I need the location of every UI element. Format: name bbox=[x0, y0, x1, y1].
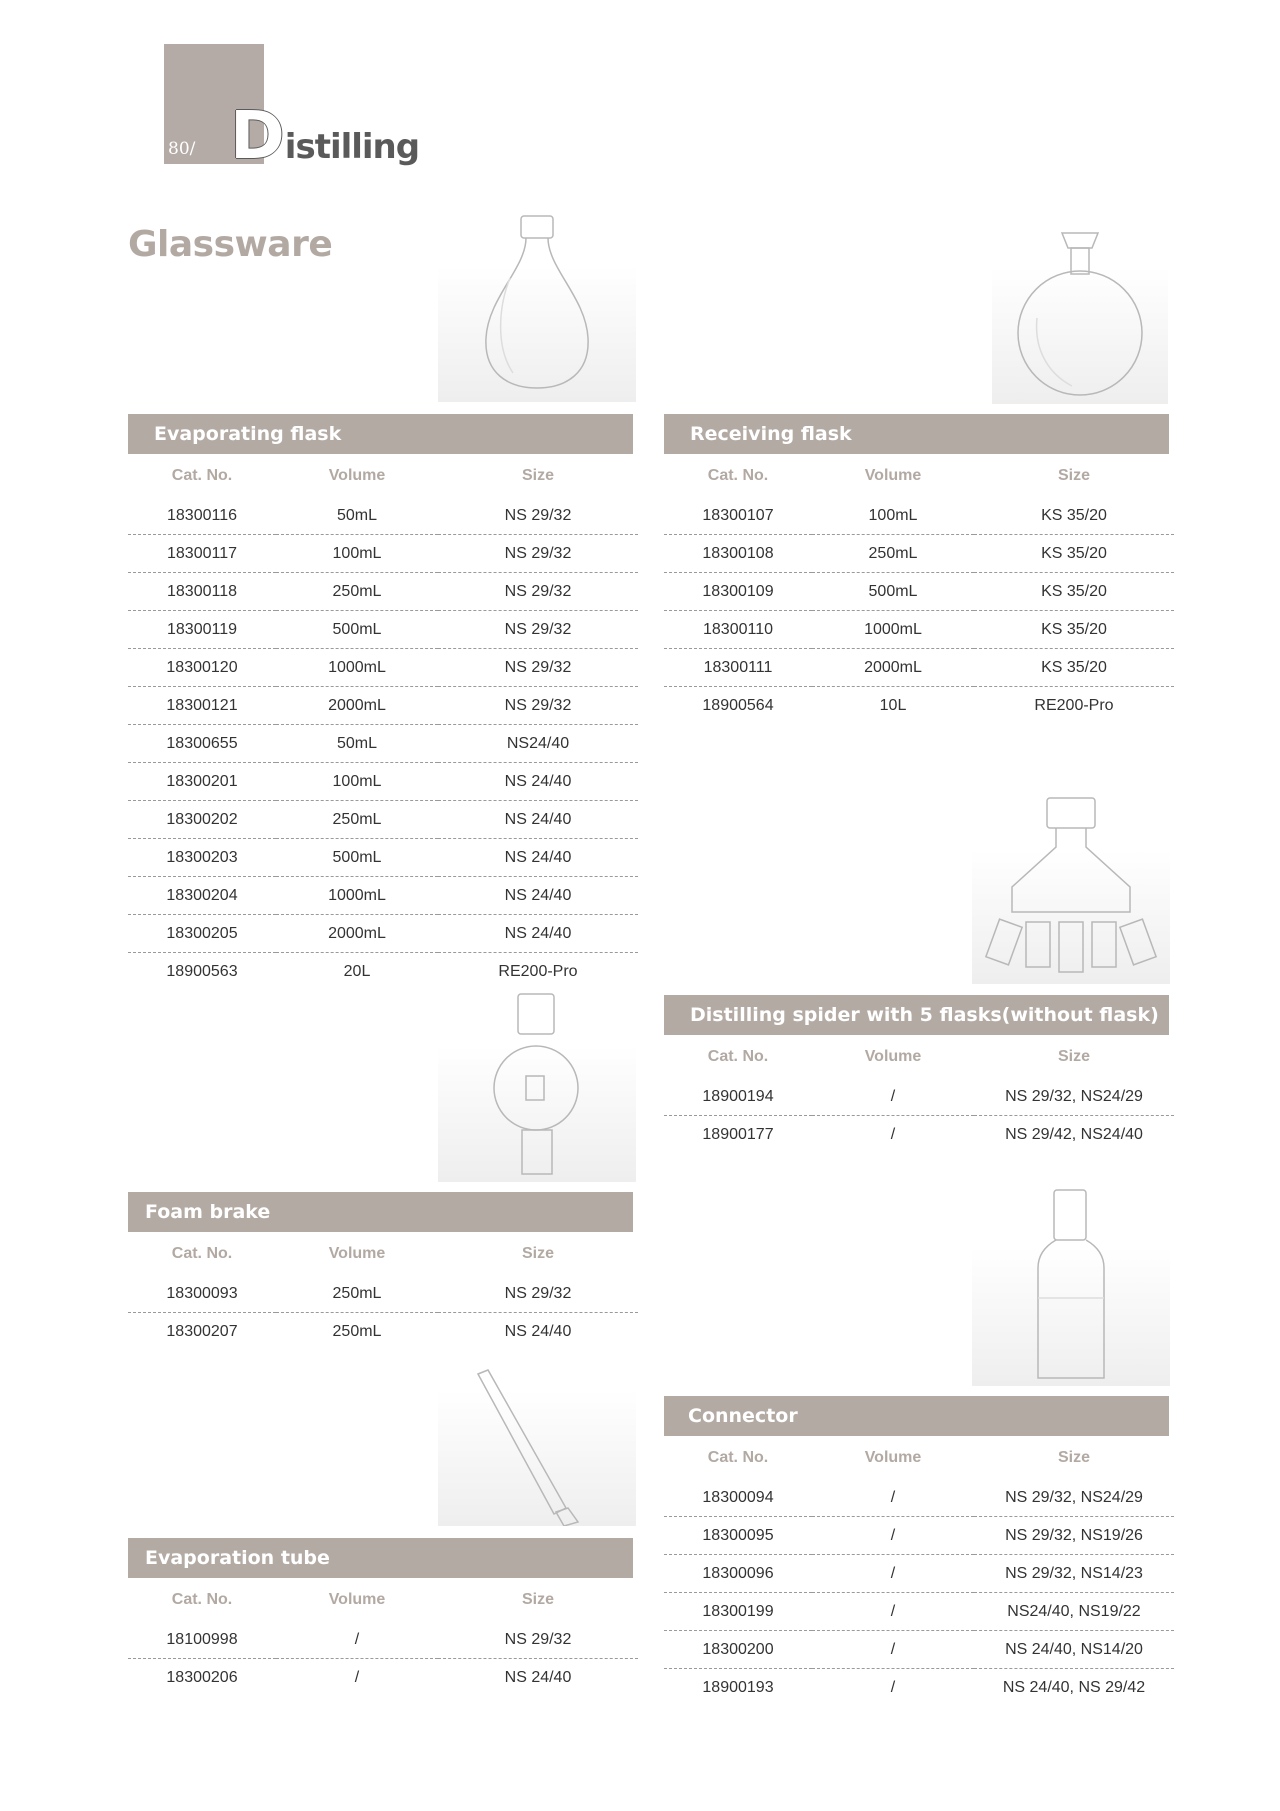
size: NS 29/32, NS24/29 bbox=[974, 1479, 1174, 1517]
connector-table bbox=[664, 1437, 1174, 1706]
receiving-flask-photo bbox=[992, 208, 1168, 404]
evaporating-flask-photo bbox=[438, 208, 636, 402]
table-row bbox=[128, 497, 638, 535]
receiving-flask-title: Receiving flask bbox=[664, 414, 1169, 454]
cat-no: 18300109 bbox=[664, 573, 812, 611]
size: NS 24/40, NS 29/42 bbox=[1002, 1678, 1146, 1696]
volume: / bbox=[812, 1555, 974, 1593]
size: NS 29/32 bbox=[438, 497, 638, 535]
volume: 250mL bbox=[812, 535, 974, 573]
cat-no: 18300204 bbox=[128, 877, 276, 915]
volume: 1000mL bbox=[812, 611, 974, 649]
size: KS 35/20 bbox=[974, 535, 1174, 573]
section-title-initial: D bbox=[230, 97, 284, 174]
volume: 500mL bbox=[812, 573, 974, 611]
table-row bbox=[128, 1313, 638, 1351]
cat-no: 18300206 bbox=[166, 1668, 238, 1686]
foam-brake-photo bbox=[438, 988, 636, 1182]
connector-photo bbox=[972, 1188, 1170, 1386]
cat-no: 18300119 bbox=[128, 611, 276, 649]
foam-brake-table bbox=[128, 1233, 638, 1350]
cat-no: 18300199 bbox=[664, 1593, 812, 1631]
size: NS 29/32 bbox=[438, 649, 638, 687]
cat-no: 18300203 bbox=[128, 839, 276, 877]
cat-no: 18900193 bbox=[702, 1678, 774, 1696]
cat-no: 18300118 bbox=[128, 573, 276, 611]
volume: / bbox=[354, 1668, 360, 1686]
cat-no: 18300094 bbox=[664, 1479, 812, 1517]
volume: 500mL bbox=[276, 839, 438, 877]
size: NS 29/32 bbox=[438, 1275, 638, 1313]
cat-no: 18900564 bbox=[702, 696, 774, 714]
cat-no: 18300200 bbox=[664, 1631, 812, 1669]
cat-no: 18300093 bbox=[128, 1275, 276, 1313]
table-row bbox=[664, 573, 1174, 611]
size: KS 35/20 bbox=[974, 573, 1174, 611]
category-title: Glassware bbox=[128, 224, 333, 265]
volume: 2000mL bbox=[812, 649, 974, 687]
table-row bbox=[128, 725, 638, 763]
table-row bbox=[128, 1621, 638, 1659]
volume: 50mL bbox=[276, 497, 438, 535]
size: RE200-Pro bbox=[498, 962, 578, 980]
column-header-cat: Cat. No. bbox=[707, 1449, 769, 1466]
cat-no: 18300120 bbox=[128, 649, 276, 687]
cat-no: 18300095 bbox=[664, 1517, 812, 1555]
size: NS 29/32, NS14/23 bbox=[974, 1555, 1174, 1593]
evaporation-tube-photo bbox=[438, 1332, 636, 1526]
column-header-size: Size bbox=[1057, 1048, 1090, 1065]
column-header-size: Size bbox=[521, 467, 554, 484]
volume: 500mL bbox=[276, 611, 438, 649]
table-row bbox=[664, 1669, 1174, 1707]
receiving-flask-table bbox=[664, 455, 1174, 724]
table-row bbox=[128, 687, 638, 725]
volume: / bbox=[276, 1621, 438, 1659]
size: NS 29/32, NS19/26 bbox=[974, 1517, 1174, 1555]
cat-no: 18900563 bbox=[166, 962, 238, 980]
volume: 20L bbox=[343, 962, 371, 980]
size: NS 29/32, NS24/29 bbox=[974, 1078, 1174, 1116]
table-row bbox=[664, 1078, 1174, 1116]
cat-no: 18300096 bbox=[664, 1555, 812, 1593]
column-header-size: Size bbox=[1057, 467, 1090, 484]
page-number: 80/ bbox=[168, 139, 196, 159]
table-row bbox=[664, 535, 1174, 573]
size: NS24/40, NS19/22 bbox=[974, 1593, 1174, 1631]
size: NS 29/32 bbox=[438, 611, 638, 649]
column-header-cat: Cat. No. bbox=[707, 467, 769, 484]
cat-no: 18300111 bbox=[664, 649, 812, 687]
column-header-size: Size bbox=[521, 1245, 554, 1262]
table-row bbox=[128, 763, 638, 801]
size: KS 35/20 bbox=[974, 497, 1174, 535]
size: NS24/40 bbox=[438, 725, 638, 763]
evaporation-tube-title: Evaporation tube bbox=[128, 1538, 633, 1578]
volume: / bbox=[890, 1125, 896, 1143]
table-row bbox=[664, 1479, 1174, 1517]
cat-no: 18300201 bbox=[128, 763, 276, 801]
column-header-size: Size bbox=[1057, 1449, 1090, 1466]
column-header-volume: Volume bbox=[864, 1048, 922, 1065]
section-title bbox=[230, 97, 420, 174]
volume: / bbox=[812, 1078, 974, 1116]
size: NS 29/32 bbox=[438, 1621, 638, 1659]
volume: 250mL bbox=[276, 1275, 438, 1313]
volume: 250mL bbox=[276, 573, 438, 611]
foam-brake-title: Foam brake bbox=[128, 1192, 633, 1232]
size: KS 35/20 bbox=[974, 649, 1174, 687]
cat-no: 18300207 bbox=[166, 1322, 238, 1340]
evaporating-flask-table bbox=[128, 455, 638, 990]
size: NS 24/40 bbox=[438, 801, 638, 839]
column-header-volume: Volume bbox=[328, 1245, 386, 1262]
volume: 100mL bbox=[276, 763, 438, 801]
table-row bbox=[664, 1555, 1174, 1593]
size: NS 24/40 bbox=[438, 877, 638, 915]
cat-no: 18300205 bbox=[128, 915, 276, 953]
size: KS 35/20 bbox=[974, 611, 1174, 649]
volume: 1000mL bbox=[276, 649, 438, 687]
volume: / bbox=[890, 1678, 896, 1696]
column-header-cat: Cat. No. bbox=[707, 1048, 769, 1065]
cat-no: 18300121 bbox=[128, 687, 276, 725]
volume: 100mL bbox=[812, 497, 974, 535]
column-header-volume: Volume bbox=[864, 1449, 922, 1466]
table-row bbox=[664, 611, 1174, 649]
volume: 50mL bbox=[276, 725, 438, 763]
table-row bbox=[664, 497, 1174, 535]
table-row bbox=[664, 1517, 1174, 1555]
volume: 250mL bbox=[276, 801, 438, 839]
table-row bbox=[128, 649, 638, 687]
table-row bbox=[128, 611, 638, 649]
size: NS 29/32 bbox=[438, 687, 638, 725]
distilling-spider-photo bbox=[972, 792, 1170, 984]
size: NS 24/40 bbox=[438, 915, 638, 953]
size: NS 29/32 bbox=[438, 535, 638, 573]
evaporation-tube-table bbox=[128, 1579, 638, 1696]
cat-no: 18900177 bbox=[702, 1125, 774, 1143]
volume: / bbox=[812, 1479, 974, 1517]
volume: 2000mL bbox=[276, 915, 438, 953]
table-row bbox=[128, 573, 638, 611]
table-row bbox=[128, 1659, 638, 1697]
column-header-cat: Cat. No. bbox=[171, 467, 233, 484]
cat-no: 18900194 bbox=[664, 1078, 812, 1116]
size: NS 29/42, NS24/40 bbox=[1005, 1125, 1143, 1143]
table-row bbox=[128, 839, 638, 877]
volume: / bbox=[812, 1517, 974, 1555]
volume: 1000mL bbox=[276, 877, 438, 915]
cat-no: 18300655 bbox=[128, 725, 276, 763]
size: NS 24/40, NS14/20 bbox=[974, 1631, 1174, 1669]
table-row bbox=[128, 801, 638, 839]
connector-title: Connector bbox=[664, 1396, 1169, 1436]
size: NS 24/40 bbox=[438, 839, 638, 877]
column-header-cat: Cat. No. bbox=[171, 1245, 233, 1262]
column-header-cat: Cat. No. bbox=[171, 1591, 233, 1608]
volume: 100mL bbox=[276, 535, 438, 573]
cat-no: 18300108 bbox=[664, 535, 812, 573]
table-row bbox=[128, 953, 638, 991]
table-row bbox=[664, 687, 1174, 725]
size: NS 29/32 bbox=[438, 573, 638, 611]
column-header-size: Size bbox=[521, 1591, 554, 1608]
table-row bbox=[128, 915, 638, 953]
volume: / bbox=[812, 1593, 974, 1631]
column-header-volume: Volume bbox=[328, 1591, 386, 1608]
distilling-spider-title: Distilling spider with 5 flasks(without flask) bbox=[664, 995, 1169, 1035]
column-header-volume: Volume bbox=[864, 467, 922, 484]
volume: 10L bbox=[879, 696, 907, 714]
cat-no: 18300116 bbox=[128, 497, 276, 535]
size: NS 24/40 bbox=[504, 1322, 572, 1340]
column-header-volume: Volume bbox=[328, 467, 386, 484]
cat-no: 18100998 bbox=[128, 1621, 276, 1659]
section-title-rest: istilling bbox=[284, 127, 420, 167]
distilling-spider-table bbox=[664, 1036, 1174, 1153]
table-row bbox=[128, 535, 638, 573]
evaporating-flask-title: Evaporating flask bbox=[128, 414, 633, 454]
cat-no: 18300107 bbox=[664, 497, 812, 535]
volume: 250mL bbox=[332, 1322, 382, 1340]
size: RE200-Pro bbox=[1034, 696, 1114, 714]
volume: / bbox=[812, 1631, 974, 1669]
table-row bbox=[128, 877, 638, 915]
cat-no: 18300202 bbox=[128, 801, 276, 839]
table-row bbox=[664, 649, 1174, 687]
table-row bbox=[664, 1631, 1174, 1669]
table-row bbox=[664, 1116, 1174, 1154]
table-row bbox=[128, 1275, 638, 1313]
volume: 2000mL bbox=[276, 687, 438, 725]
cat-no: 18300117 bbox=[128, 535, 276, 573]
table-row bbox=[664, 1593, 1174, 1631]
size: NS 24/40 bbox=[504, 1668, 572, 1686]
size: NS 24/40 bbox=[438, 763, 638, 801]
cat-no: 18300110 bbox=[664, 611, 812, 649]
